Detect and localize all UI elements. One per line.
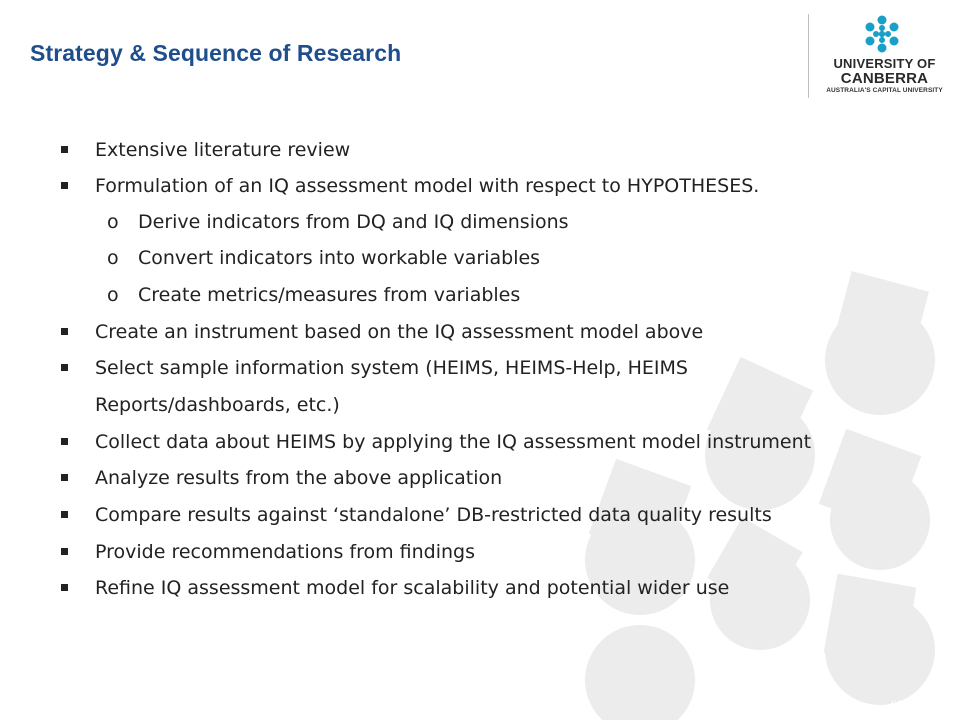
- square-bullet-icon: [61, 438, 68, 445]
- circle-bullet-icon: o: [107, 284, 119, 306]
- square-bullet-icon: [61, 584, 68, 591]
- list-item-text: Create an instrument based on the IQ assessment model above: [95, 321, 704, 343]
- list-item-text: Reports/dashboards, etc.): [95, 394, 340, 416]
- list-item-text: Create metrics/measures from variables: [138, 284, 521, 306]
- footer-code: #00212K: [889, 698, 938, 712]
- circle-bullet-icon: o: [107, 247, 119, 269]
- list-item-text: Convert indicators into workable variables: [138, 247, 541, 269]
- list-item-text: Select sample information system (HEIMS, HEIMS-Help, HEIMS: [95, 357, 688, 379]
- square-bullet-icon: [61, 328, 68, 335]
- circle-bullet-icon: o: [107, 211, 119, 233]
- list-item-text: Refine IQ assessment model for scalability and potential wider use: [95, 577, 730, 599]
- list-item-text: Extensive literature review: [95, 139, 351, 161]
- square-bullet-icon: [61, 511, 68, 518]
- logo-tagline: AUSTRALIA'S CAPITAL UNIVERSITY: [826, 87, 943, 94]
- square-bullet-icon: [61, 474, 68, 481]
- list-item-text: Derive indicators from DQ and IQ dimensions: [138, 211, 569, 233]
- logo-line-canberra: CANBERRA: [840, 70, 929, 87]
- list-item-text: Analyze results from the above application: [95, 467, 503, 489]
- logo-line-university-of: UNIVERSITY OF: [833, 56, 936, 71]
- square-bullet-icon: [61, 182, 68, 189]
- square-bullet-icon: [61, 548, 68, 555]
- list-item-text: Collect data about HEIMS by applying the IQ assessment model instrument: [95, 431, 812, 453]
- list-item-text: Compare results against ‘standalone’ DB-restricted data quality results: [95, 504, 772, 526]
- slide-title: Strategy & Sequence of Research: [30, 40, 402, 66]
- square-bullet-icon: [61, 364, 68, 371]
- list-item-text: Formulation of an IQ assessment model with respect to HYPOTHESES.: [95, 175, 760, 197]
- square-bullet-icon: [61, 146, 68, 153]
- list-item-text: Provide recommendations from findings: [95, 541, 475, 563]
